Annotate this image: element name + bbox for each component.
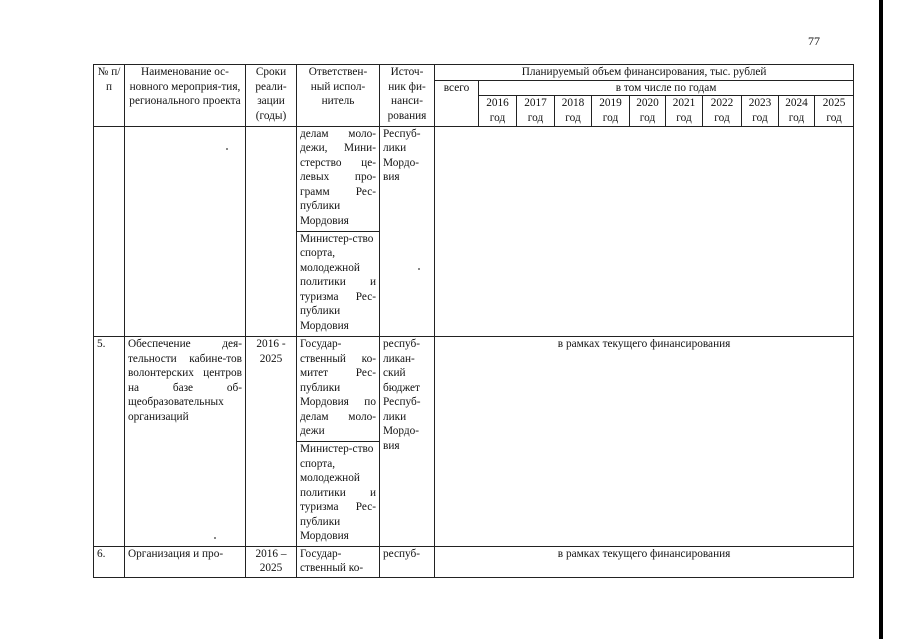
year-2022: 2022 год	[703, 96, 742, 126]
header-total: всего	[435, 80, 479, 126]
year-2024: 2024 год	[779, 96, 815, 126]
row5-name: Обеспечение дея-тельности кабине-тов волонтерских центров на базе об-щеобразовательных организаций	[125, 337, 246, 546]
row6-executor-1: Государ-ственный ко-	[297, 546, 380, 577]
year-2018: 2018 год	[555, 96, 592, 126]
year-2021: 2021 год	[666, 96, 703, 126]
scan-speck	[418, 268, 420, 270]
row5-source: респуб-ликан-ский бюджет Респуб-лики Мордо-вия	[380, 337, 435, 546]
header-executor: Ответствен-ный испол-нитель	[297, 65, 380, 127]
header-by-years: в том числе по годам	[479, 80, 854, 96]
table-row-6	[94, 546, 854, 577]
header-planned: Планируемый объем финансирования, тыс. рублей	[435, 65, 854, 81]
cont-num	[94, 126, 125, 336]
row6-name: Организация и про-	[125, 546, 246, 577]
row5-financing: в рамках текущего финансирования	[435, 337, 854, 546]
cont-executor-1: делам моло-дежи, Мини-стерство це-левых про-грамм Рес-публики Мордовия	[297, 126, 380, 231]
year-2016: 2016 год	[479, 96, 517, 126]
year-2017: 2017 год	[517, 96, 555, 126]
row5-executor-1: Государ-ственный ко-митет Рес-публики Мордовия по делам моло-дежи	[297, 337, 380, 442]
row5-num: 5.	[94, 337, 125, 546]
row6-source: респуб-	[380, 546, 435, 577]
header-source: Источ-ник фи-нанси-рования	[380, 65, 435, 127]
header-name: Наименование ос-новного мероприя-тия, регионального проекта	[125, 65, 246, 127]
row5-executor-2: Министер-ство спорта, молодежной политики и туризма Рес-публики Мордовия	[297, 442, 380, 546]
scan-speck	[214, 537, 216, 539]
year-2019: 2019 год	[592, 96, 630, 126]
header-row-1	[94, 65, 854, 81]
scan-page-edge	[879, 0, 883, 639]
financing-table	[93, 64, 854, 578]
cont-name	[125, 126, 246, 336]
year-2023: 2023 год	[742, 96, 779, 126]
row6-terms: 2016 – 2025	[246, 546, 297, 577]
year-2020: 2020 год	[630, 96, 666, 126]
row6-num: 6.	[94, 546, 125, 577]
cont-financing	[435, 126, 854, 336]
row5-terms: 2016 - 2025	[246, 337, 297, 546]
row6-financing: в рамках текущего финансирования	[435, 546, 854, 577]
cont-executor-2: Министер-ство спорта, молодежной политики и туризма Рес-публики Мордовия	[297, 231, 380, 336]
header-terms: Сроки реали-зации (годы)	[246, 65, 297, 127]
year-2025: 2025 год	[815, 96, 854, 126]
table-row-continued	[94, 126, 854, 231]
cont-source: Респуб-лики Мордо-вия	[380, 126, 435, 336]
scan-speck	[226, 148, 228, 150]
header-num: № п/п	[94, 65, 125, 127]
table-row-5	[94, 337, 854, 442]
cont-terms	[246, 126, 297, 336]
page-number: 77	[808, 34, 820, 48]
